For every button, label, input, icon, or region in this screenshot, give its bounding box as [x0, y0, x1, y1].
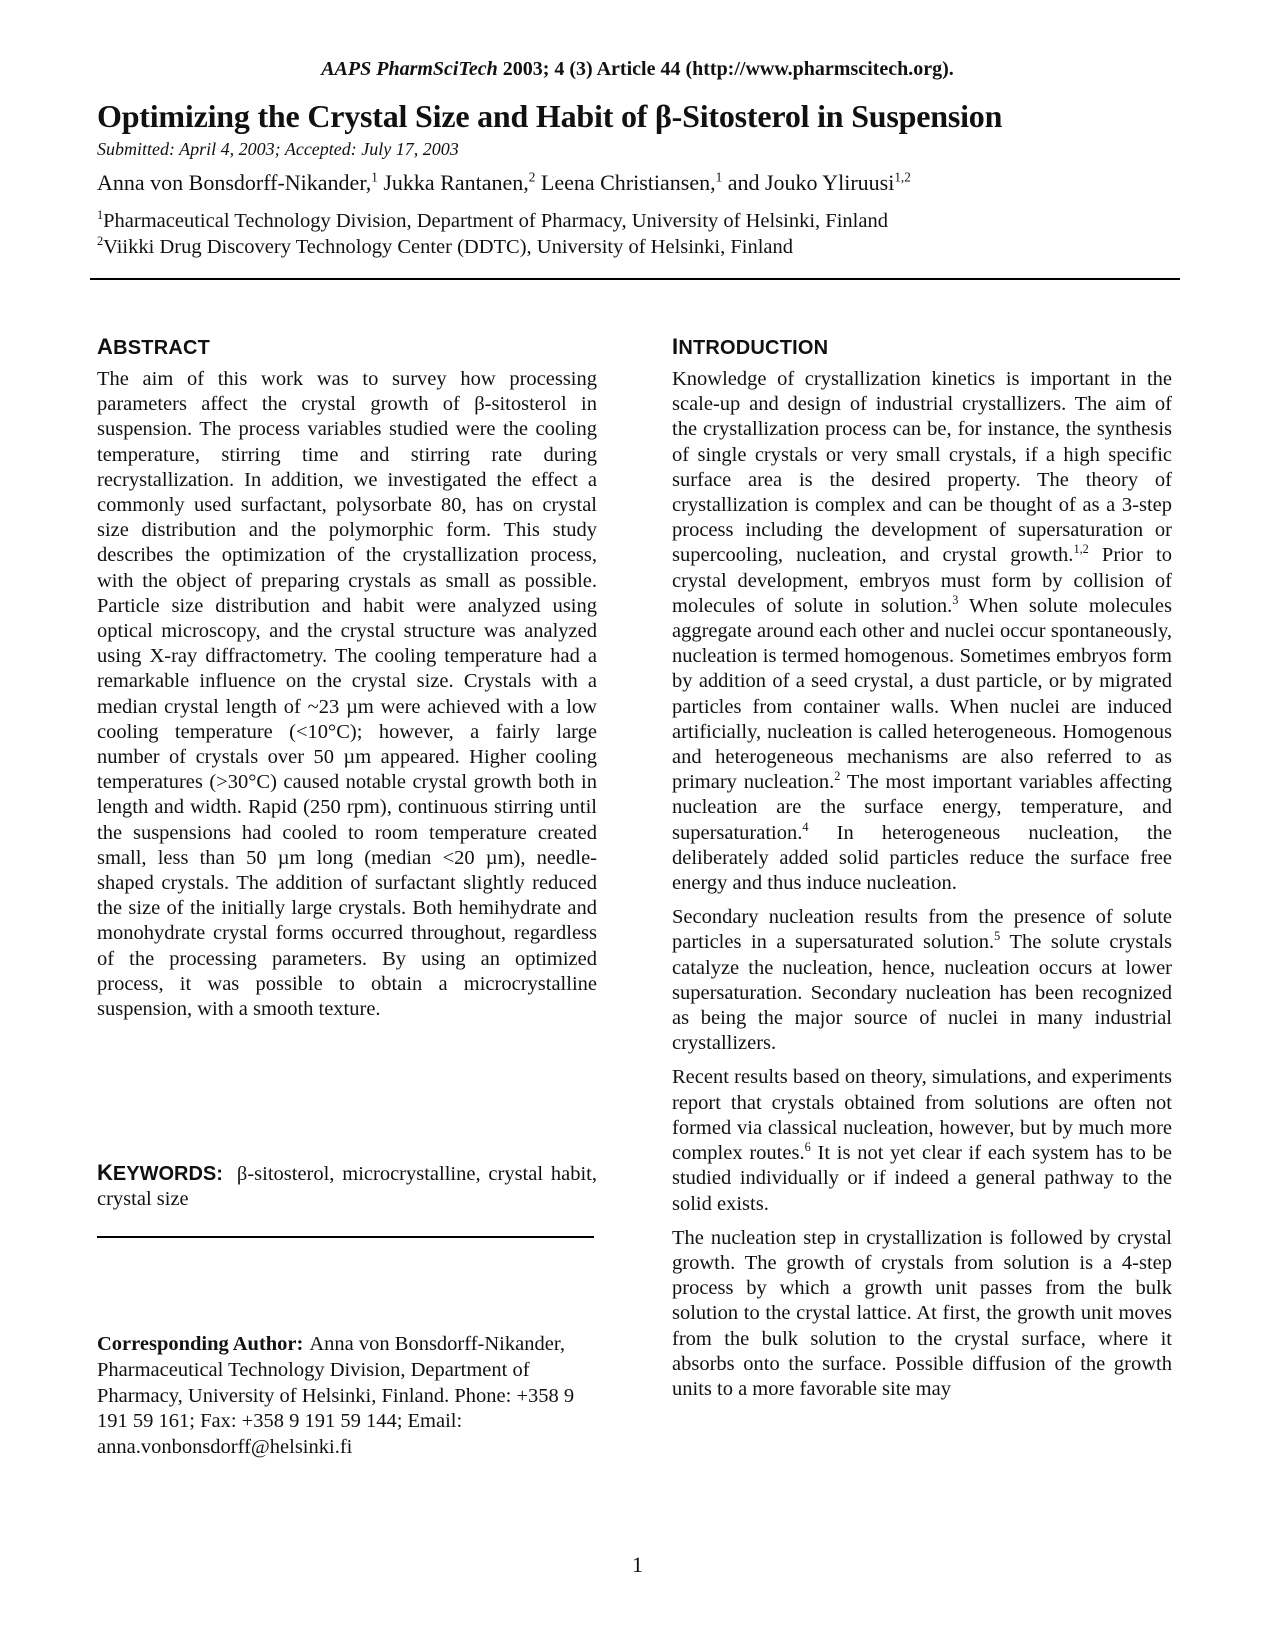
journal-citation [0, 58, 1275, 81]
reference-mark: 5 [994, 929, 1001, 944]
corresponding-author [97, 1332, 597, 1461]
keywords [97, 1160, 597, 1212]
keywords-label: KEYWORDS: [97, 1160, 223, 1185]
keywords-text: β-sitosterol, microcrystalline, crystal habit, crystal size [97, 1163, 597, 1211]
keywords-divider [97, 1236, 594, 1238]
author-name: Anna von Bonsdorff-Nikander, [97, 170, 372, 195]
affiliation [97, 210, 888, 233]
header-divider [90, 278, 1180, 280]
author-affiliation-mark: 1,2 [894, 169, 911, 185]
abstract-heading: ABSTRACT [97, 334, 211, 359]
reference-mark: 1,2 [1073, 542, 1089, 557]
author-affiliation-mark: 2 [528, 169, 536, 185]
citation-details: 2003; 4 (3) Article 44 (http://www.pharmscitech.org). [502, 58, 954, 80]
reference-mark: 3 [952, 593, 959, 607]
reference-mark: 4 [802, 819, 809, 834]
affiliation-text: Viikki Drug Discovery Technology Center (DDTC), University of Helsinki, Finland [103, 236, 794, 258]
paper-title: Optimizing the Crystal Size and Habit of β-Sitosterol in Suspension [97, 98, 1003, 134]
reference-mark: 2 [834, 769, 841, 784]
introduction-heading: INTRODUCTION [672, 334, 829, 359]
affiliation-text: Pharmaceutical Technology Division, Department of Pharmacy, University of Helsinki, Finland [103, 210, 888, 232]
submission-dates: Submitted: April 4, 2003; Accepted: July 17, 2003 [97, 139, 459, 159]
page-number: 1 [632, 1552, 643, 1577]
author-name: Jukka Rantanen, [383, 170, 529, 195]
reference-mark: 6 [804, 1140, 811, 1155]
intro-paragraph: The nucleation step in crystallization is followed by crystal growth. The growth of crystals from solution is a 4-step process by which a growth unit passes from the bulk solution to the crystal lattice. At first, the growth unit moves from the bulk solution to the crystal surface, where it absorbs onto the surface. Possible diffusion of the growth units to a more favorable site may [672, 1226, 1172, 1400]
left-column [97, 334, 597, 1031]
affiliation-mark: 1 [97, 208, 104, 223]
author-name: and Jouko Yliruusi [727, 170, 895, 195]
journal-name: AAPS PharmSciTech [321, 58, 498, 80]
author-list [97, 170, 911, 196]
affiliation [97, 236, 793, 259]
author-name: Leena Christiansen, [540, 170, 716, 195]
corresponding-author-text: Anna von Bonsdorff-Nikander, Pharmaceutical Technology Division, Department of Pharmacy, University of Helsinki, Finland. Phone: +358 9 191 59 161; Fax: +358 9 191 59 144; Email: anna.vonbonsdorff@helsinki.fi [97, 1333, 575, 1459]
right-column [672, 334, 1172, 1411]
affiliation-mark: 2 [97, 234, 104, 249]
intro-paragraph: Recent results based on theory, simulations, and experiments report that crystals obtained from solutions are often not formed via classical nucleation, however, but by much more complex routes.$^6$ It is not yet clear if each system has to be studied individually or if indeed a general pathway to the solid exists. [672, 1066, 1172, 1215]
author-affiliation-mark: 1 [371, 169, 378, 185]
intro-paragraph: Knowledge of crystallization kinetics is important in the scale-up and design of industrial crystallizers. The aim of the crystallization process can be, for instance, the synthesis of single crystals or very small crystals, if a high specific surface area is the desired property. The theory of crystallization is complex and can be thought of as a 3-step process including the development of supersaturation or supercooling, nucleation, and crystal growth.$^{1,2}$ Prior to crystal development, embryos must form by collision of molecules of solute in solution.$^3$ When solute molecules aggregate around each other and nuclei occur spontaneously, nucleation is termed homogenous. Sometimes embryos form by addition of a seed crystal, a dust particle, or by migrated particles from container walls. When nuclei are induced artificially, nucleation is called heterogeneous. Homogenous and heterogeneous mechanisms are also referred to as primary nucleation.$^2$ The most important variables affecting nucleation are the surface energy, temperature, and supersaturation.$^4$ In heterogeneous nucleation, the deliberately added solid particles reduce the surface free energy and thus induce nucleation. [672, 368, 1172, 895]
corresponding-author-label: Corresponding Author: [97, 1333, 304, 1355]
intro-paragraph: Secondary nucleation results from the presence of solute particles in a supersaturated solution.$^5$ The solute crystals catalyze the nucleation, hence, nucleation occurs at lower supersaturation. Secondary nucleation has been recognized as being the major source of nuclei in many industrial crystallizers. [672, 906, 1172, 1055]
author-affiliation-mark: 1 [715, 169, 723, 185]
abstract-text: The aim of this work was to survey how processing parameters affect the crystal growth of β-sitosterol in suspension. The process variables studied were the cooling temperature, stirring time and stirring rate during recrystallization. In addition, we investigated the effect a commonly used surfactant, polysorbate 80, has on crystal size distribution and the polymorphic form. This study describes the optimization of the crystallization process, with the object of preparing crystals as small as possible. Particle size distribution and habit were analyzed using optical microscopy, and the crystal structure was analyzed using X-ray diffractometry. The cooling temperature had a remarkable influence on the crystal size. Crystals with a median crystal length of ~23 µm were achieved with a low cooling temperature (<10°C); however, a fairly large number of crystals over 50 µm appeared. Higher cooling temperatures (>30°C) caused notable crystal growth both in length and width. Rapid (250 rpm), continuous stirring until the suspensions had cooled to room temperature created small, less than 50 µm long (median <20 µm), needle-shaped crystals. The addition of surfactant slightly reduced the size of the initially large crystals. Both hemihydrate and monohydrate crystal forms occurred throughout, regardless of the processing parameters. By using an optimized process, it was possible to obtain a microcrystalline suspension, with a smooth texture. [97, 368, 597, 1021]
